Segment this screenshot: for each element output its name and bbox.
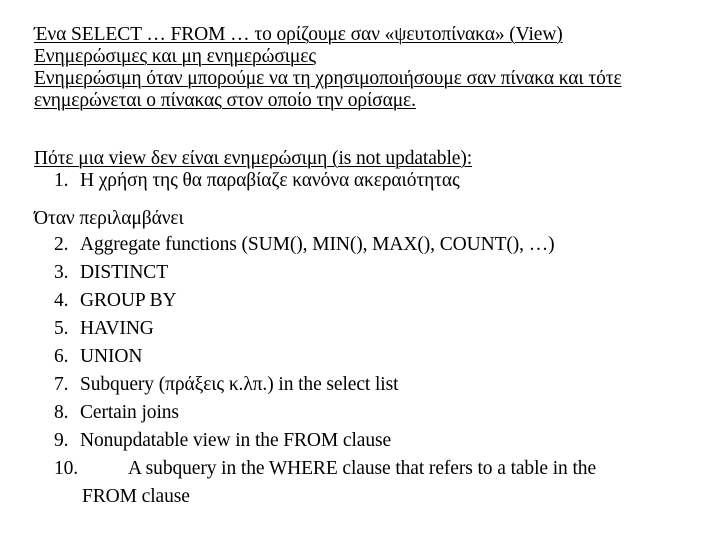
list-item-7 [54, 374, 398, 396]
updatable-definition-line1: Ενημερώσιμη όταν μπορούμε να τη χρησιμοποιήσουμε σαν πίνακα και τότε [34, 68, 622, 89]
list-item-text: Subquery (πράξεις κ.λπ.) in the select list [80, 374, 399, 395]
list-item-5 [54, 318, 154, 340]
list-item-text: Certain joins [80, 402, 179, 423]
list-item-10-continuation: FROM clause [82, 486, 190, 507]
list-item-text: Aggregate functions (SUM(), MIN(), MAX(), COUNT(), …) [80, 234, 555, 255]
list-item-3 [54, 262, 168, 284]
list-item-number: 10. [54, 458, 79, 479]
list-item-number: 6. [54, 346, 69, 367]
list-item-8 [54, 402, 179, 424]
heading-updatable-types: Ενημερώσιμες και μη ενημερώσιμες [34, 46, 316, 67]
list-item-text: DISTINCT [80, 262, 169, 283]
list-item-text: UNION [80, 346, 143, 367]
not-updatable-question: Πότε μια view δεν είναι ενημερώσιμη (is not updatable): [34, 148, 473, 169]
list-item-number: 5. [54, 318, 69, 339]
list-item-number: 7. [54, 374, 69, 395]
list-item-text: HAVING [80, 318, 154, 339]
list-item-number: 3. [54, 262, 69, 283]
list-item-2 [54, 234, 555, 256]
list-item-number: 9. [54, 430, 69, 451]
list-item-text: Η χρήση της θα παραβίαζε κανόνα ακεραιότητας [80, 170, 460, 191]
list-item-text: A subquery in the WHERE clause that refers to a table in the [128, 458, 596, 479]
list-item-number: 1. [54, 170, 69, 191]
list-item-10 [54, 458, 596, 480]
list-item-number: 4. [54, 290, 69, 311]
list-item-number: 8. [54, 402, 69, 423]
list-item-4 [54, 290, 177, 312]
list-item-6 [54, 346, 142, 368]
contains-label: Όταν περιλαμβάνει [34, 208, 184, 229]
list-item-text: GROUP BY [80, 290, 177, 311]
list-item-1 [54, 170, 460, 192]
list-item-number: 2. [54, 234, 69, 255]
list-item-text: Nonupdatable view in the FROM clause [80, 430, 392, 451]
updatable-definition-line2: ενημερώνεται ο πίνακας στον οποίο την ορίσαμε. [34, 90, 416, 111]
list-item-9 [54, 430, 391, 452]
heading-select-view: Ένα SELECT … FROM … το ορίζουμε σαν «ψευτοπίνακα» (View) [34, 24, 563, 45]
